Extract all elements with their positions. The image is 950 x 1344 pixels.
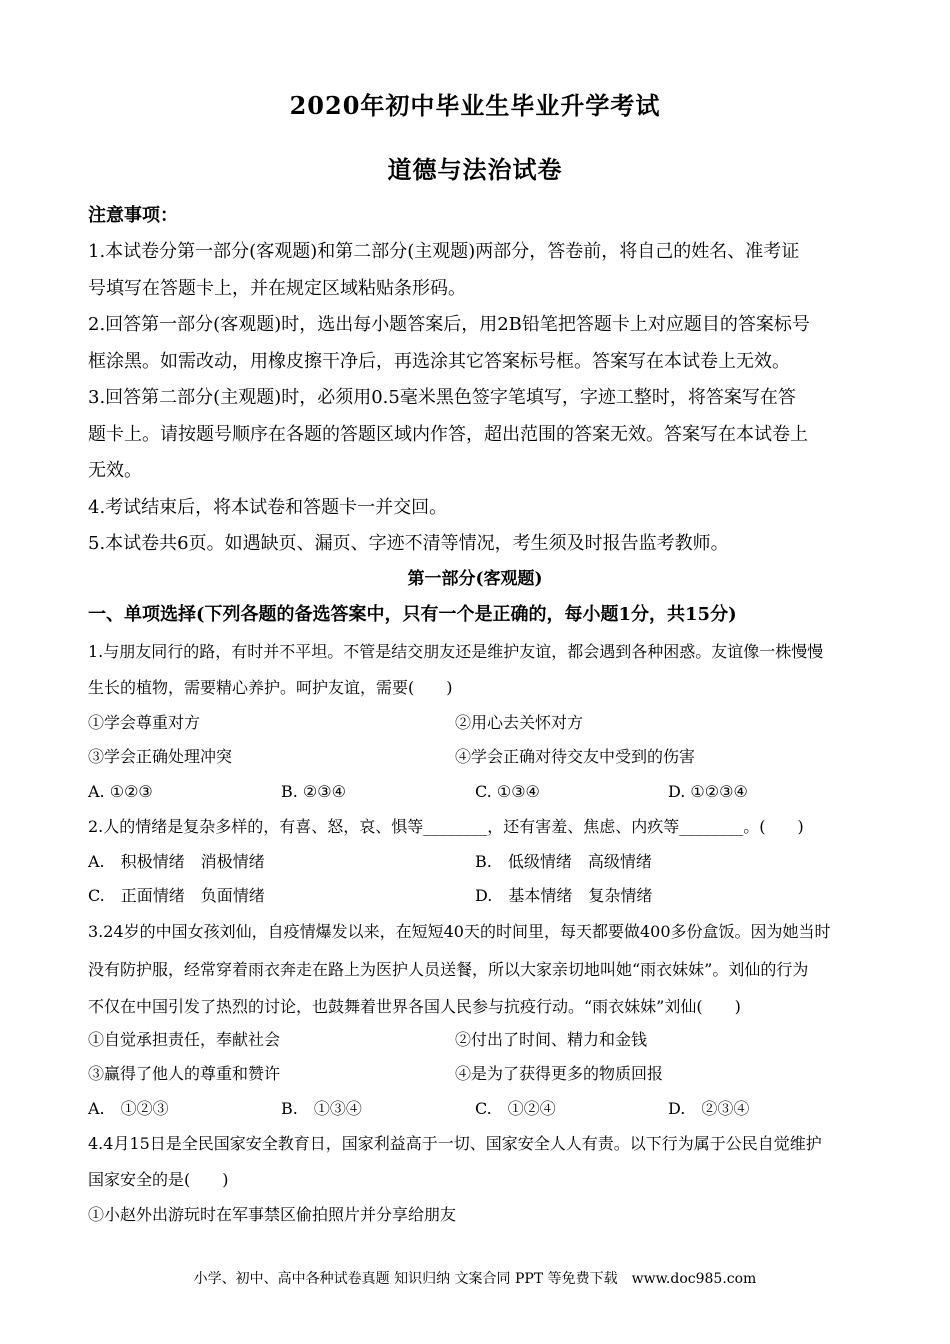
q2-stem-line: 2.人的情绪是复杂多样的，有喜、怒，哀、惧等________，还有害羞、焦虑、内疚等________。( ) [88, 817, 804, 836]
notice-line: 题卡上。请按题号顺序在各题的答题区域内作答，超出范围的答案无效。答案写在本试卷上 [88, 424, 808, 445]
notice-line: 5.本试卷共6页。如遇缺页、漏页、字迹不清等情况，考生须及时报告监考教师。 [88, 533, 729, 554]
exam-title: 2020年初中毕业生毕业升学考试 [289, 91, 661, 120]
q3-item: ④是为了获得更多的物质回报 [455, 1064, 664, 1083]
exam-subtitle: 道德与法治试卷 [387, 155, 563, 184]
q3-item: ③赢得了他人的尊重和赞许 [88, 1064, 281, 1083]
q3-choice-d: D. ②③④ [668, 1099, 750, 1118]
q1-item: ④学会正确对待交友中受到的伤害 [455, 747, 696, 766]
q3-stem-line: 不仅在中国引发了热烈的讨论，也鼓舞着世界各国人民参与抗疫行动。“雨衣妹妹”刘仙( ) [88, 997, 741, 1016]
q3-stem-line: 没有防护服，经常穿着雨衣奔走在路上为医护人员送餐，所以大家亲切地叫她“雨衣妹妹”。刘仙的行为 [88, 960, 809, 979]
q2-choice-d: D. 基本情绪 复杂情绪 [475, 886, 653, 905]
q3-item: ②付出了时间、精力和金钱 [455, 1030, 648, 1049]
notice-heading: 注意事项： [88, 205, 178, 226]
page-footer: 小学、初中、高中各种试卷真题 知识归纳 文案合同 PPT 等免费下载 www.doc985.com [193, 1271, 757, 1287]
q1-choice-a: A. ①②③ [88, 782, 153, 801]
q2-choice-c: C. 正面情绪 负面情绪 [88, 886, 265, 905]
q2-choice-b: B. 低级情绪 高级情绪 [475, 852, 652, 871]
q4-stem-line: 4.4月15日是全民国家安全教育日，国家利益高于一切、国家安全人人有责。以下行为属于公民自觉维护 [88, 1134, 822, 1153]
q2-choice-a: A. 积极情绪 消极情绪 [88, 852, 265, 871]
q1-item: ②用心去关怀对方 [455, 713, 584, 732]
notice-line: 2.回答第一部分(客观题)时，选出每小题答案后，用2B铅笔把答题卡上对应题目的答案标号 [88, 314, 810, 335]
q1-choice-d: D. ①②③④ [668, 782, 748, 801]
q1-stem-line: 1.与朋友同行的路，有时并不平坦。不管是结交朋友还是维护友谊，都会遇到各种困惑。友谊像一株慢慢 [88, 642, 824, 661]
q3-choice-b: B. ①③④ [281, 1099, 362, 1118]
section-heading: 一、单项选择(下列各题的备选答案中，只有一个是正确的，每小题1分，共15分) [88, 604, 737, 625]
notice-line: 框涂黑。如需改动，用橡皮擦干净后，再选涂其它答案标号框。答案写在本试卷上无效。 [88, 351, 790, 372]
q4-stem-line: 国家安全的是( ) [88, 1170, 229, 1189]
q1-choice-c: C. ①③④ [475, 782, 540, 801]
notice-line: 3.回答第二部分(主观题)时，必须用0.5毫米黑色签字笔填写，字迹工整时，将答案写在答 [88, 387, 796, 408]
q3-item: ①自觉承担责任，奉献社会 [88, 1030, 281, 1049]
q1-choice-b: B. ②③④ [281, 782, 346, 801]
q1-stem-line: 生长的植物，需要精心养护。呵护友谊，需要( ) [88, 678, 453, 697]
q3-stem-line: 3.24岁的中国女孩刘仙，自疫情爆发以来，在短短40天的时间里，每天都要做400多份盒饭。因为她当时 [88, 922, 831, 941]
notice-line: 4.考试结束后，将本试卷和答题卡一并交回。 [88, 497, 448, 518]
q3-choice-c: C. ①②④ [475, 1099, 556, 1118]
q1-item: ①学会尊重对方 [88, 713, 201, 732]
q3-choice-a: A. ①②③ [88, 1099, 169, 1118]
notice-line: 1.本试卷分第一部分(客观题)和第二部分(主观题)两部分，答卷前，将自己的姓名、准考证 [88, 241, 800, 262]
notice-line: 无效。 [88, 460, 142, 481]
q4-item: ①小赵外出游玩时在军事禁区偷拍照片并分享给朋友 [88, 1205, 457, 1224]
notice-line: 号填写在答题卡上，并在规定区域粘贴条形码。 [88, 278, 466, 299]
part1-heading: 第一部分(客观题) [407, 569, 543, 589]
q1-item: ③学会正确处理冲突 [88, 747, 233, 766]
